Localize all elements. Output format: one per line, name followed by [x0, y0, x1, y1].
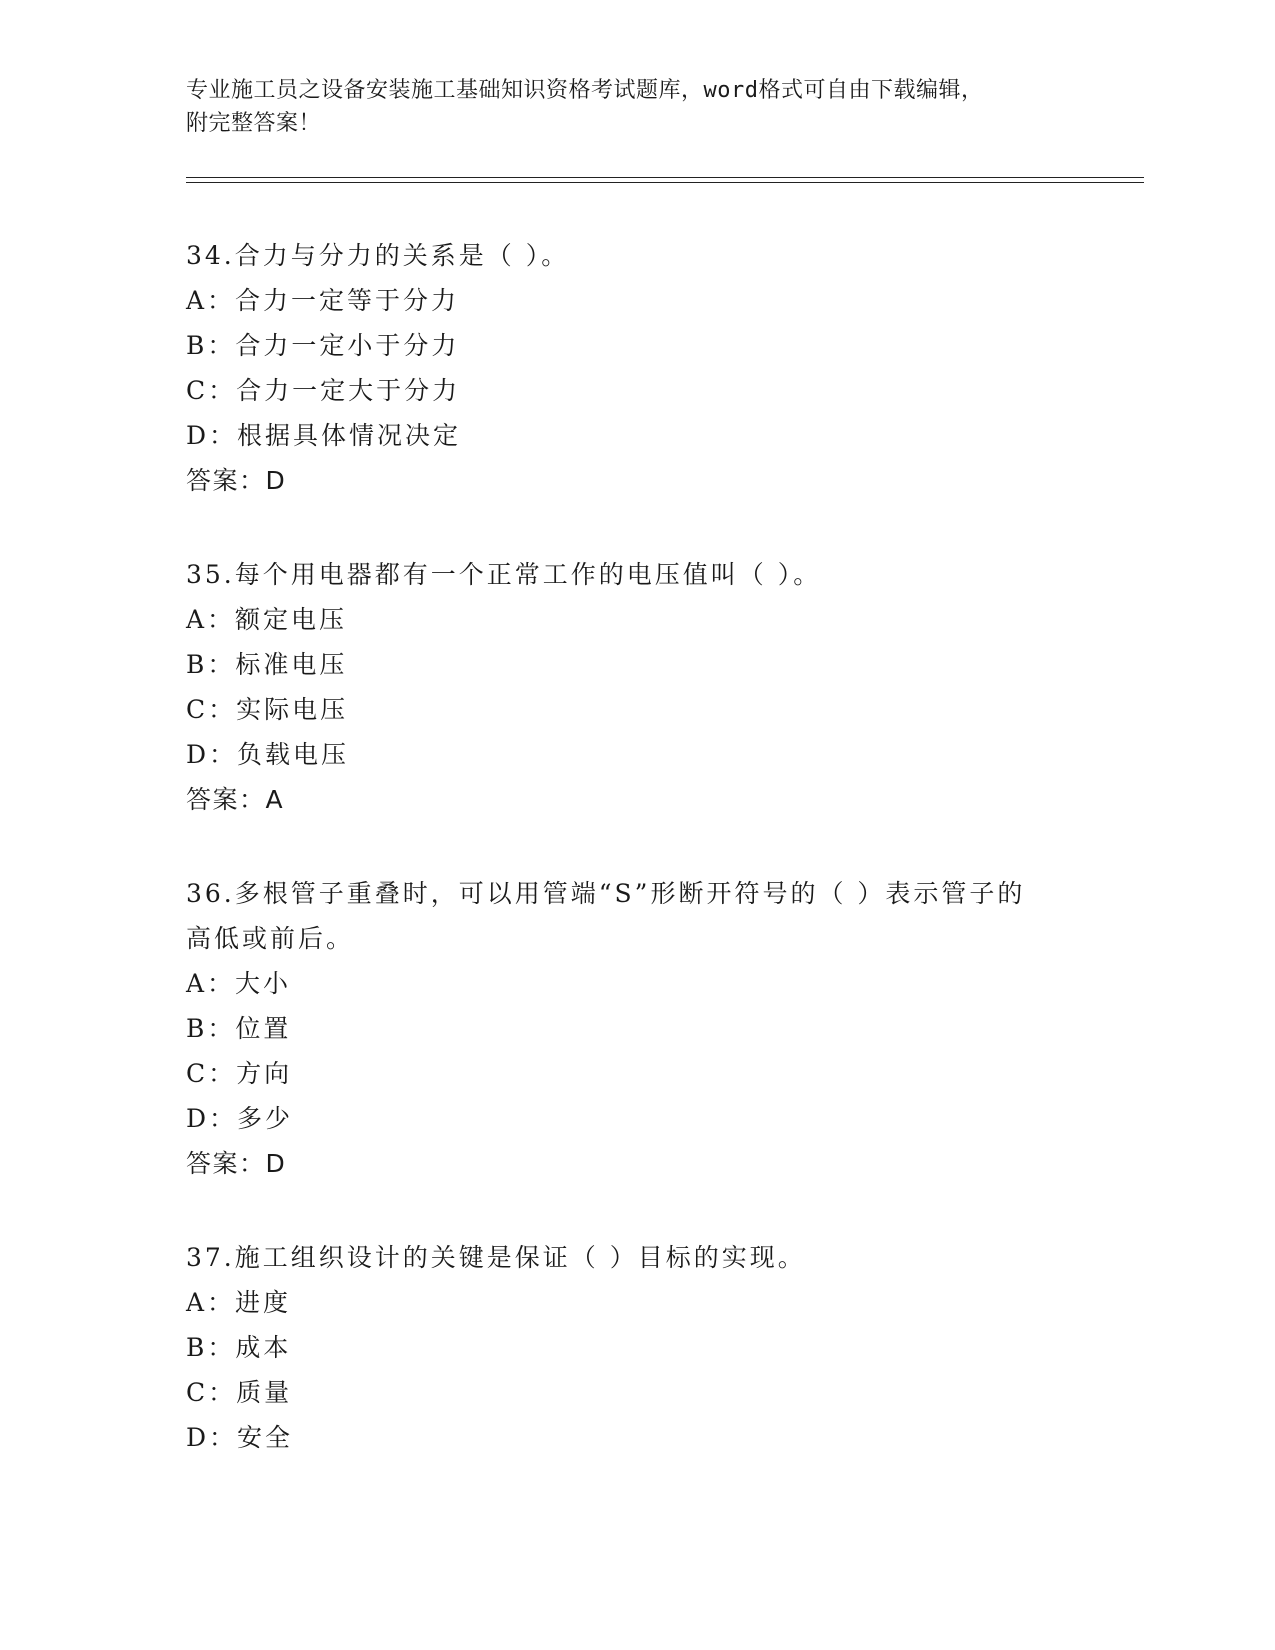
option-a: A：进度: [186, 1288, 292, 1317]
question-title-line-2: 高低或前后。: [186, 924, 355, 953]
answer-text: 答案：D: [186, 1149, 287, 1178]
answer-text: 答案：D: [186, 466, 287, 495]
option-c: C：合力一定大于分力: [186, 376, 461, 405]
option-d: D：多少: [186, 1104, 294, 1133]
header-line-2: 附完整答案！: [186, 111, 322, 136]
header-divider-top: [186, 177, 1144, 178]
option-c: C：实际电压: [186, 695, 349, 724]
question-title: 35.每个用电器都有一个正常工作的电压值叫（ ）。: [186, 560, 822, 589]
option-b: B：标准电压: [186, 650, 348, 679]
option-c: C：方向: [186, 1059, 293, 1088]
question-title: 37.施工组织设计的关键是保证（ ）目标的实现。: [186, 1243, 806, 1272]
option-b: B：成本: [186, 1333, 292, 1362]
question-34: [186, 233, 1086, 503]
option-c: C：质量: [186, 1378, 293, 1407]
option-a: A：合力一定等于分力: [186, 286, 460, 315]
option-d: D：根据具体情况决定: [186, 421, 462, 450]
question-36: [186, 871, 1086, 1186]
question-title: 34.合力与分力的关系是（ ）。: [186, 241, 570, 270]
option-d: D：负载电压: [186, 740, 350, 769]
option-b: B：位置: [186, 1014, 292, 1043]
answer-text: 答案：A: [186, 785, 285, 814]
question-35: [186, 552, 1086, 822]
question-37: [186, 1235, 1086, 1460]
header-divider-bottom: [186, 182, 1144, 183]
option-b: B：合力一定小于分力: [186, 331, 460, 360]
header-line-1: 专业施工员之设备安装施工基础知识资格考试题库，word格式可自由下载编辑，: [186, 78, 984, 103]
document-header: [186, 74, 1086, 140]
option-a: A：大小: [186, 969, 292, 998]
question-title-line-1: 36.多根管子重叠时，可以用管端“S”形断开符号的（ ）表示管子的: [186, 879, 1026, 908]
option-a: A：额定电压: [186, 605, 348, 634]
option-d: D：安全: [186, 1423, 294, 1452]
